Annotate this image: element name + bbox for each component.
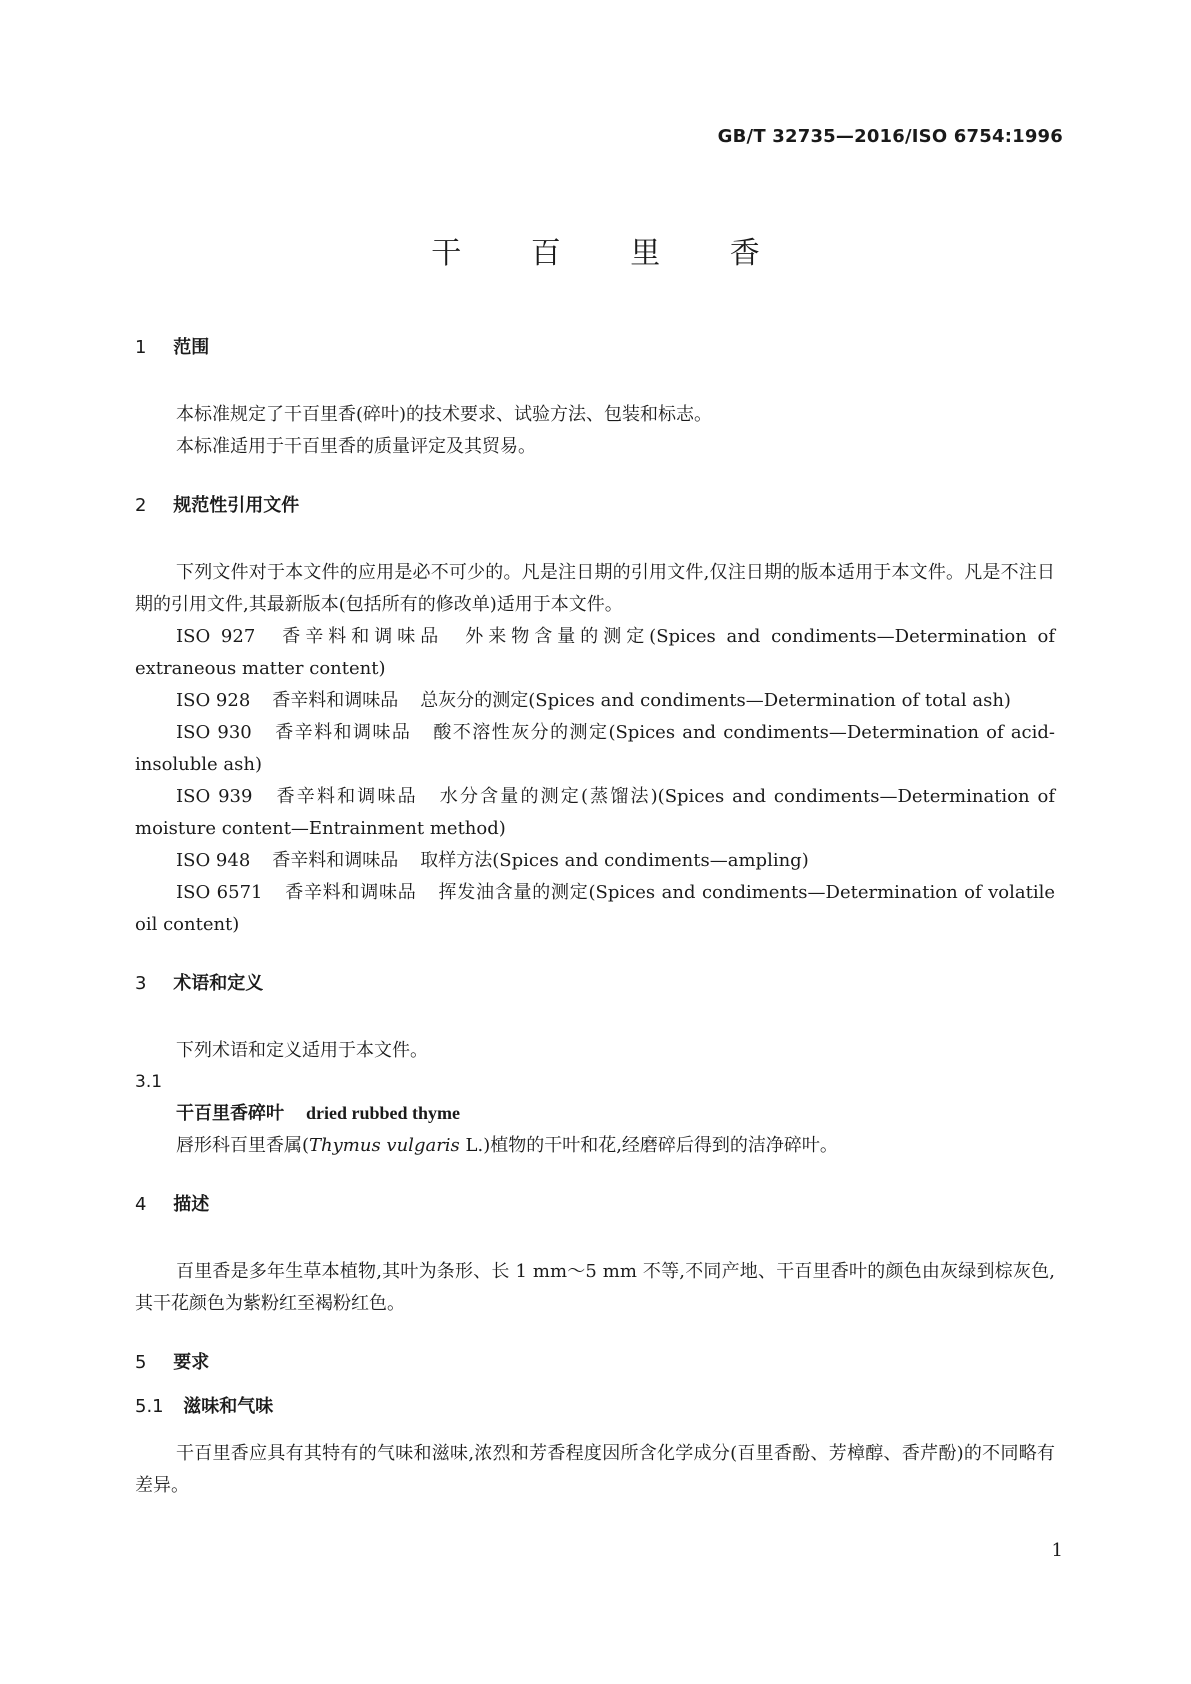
reference-text: 挥发油含量的测定(Spices and condiments—Determination of volatile oil content) (135, 882, 1055, 935)
definition-text: L.)植物的干叶和花,经磨碎后得到的洁净碎叶。 (459, 1135, 838, 1156)
section-1-heading (135, 335, 1055, 361)
paragraph: 本标准规定了干百里香(碎叶)的技术要求、试验方法、包装和标志。 (176, 404, 713, 425)
reference-item (135, 717, 1055, 781)
subsection-title: 滋味和气味 (183, 1396, 274, 1417)
document-title: 干 百 里 香 (431, 236, 790, 271)
paragraph: 干百里香应具有其特有的气味和滋味,浓烈和芳香程度因所含化学成分(百里香酚、芳樟醇、香芹酚)的不同略有差异。 (135, 1443, 1055, 1496)
term-heading (135, 1097, 1055, 1130)
section-2-heading (135, 493, 1055, 519)
paragraph: 本标准适用于干百里香的质量评定及其贸易。 (176, 436, 536, 457)
reference-text: 取样方法(Spices and condiments—ampling) (420, 850, 809, 871)
term-english: dried rubbed thyme (306, 1103, 461, 1123)
reference-code: ISO 939 (176, 786, 253, 807)
section-number: 5 (135, 1352, 147, 1373)
reference-text: 总灰分的测定(Spices and condiments—Determination of total ash) (420, 690, 1011, 711)
standard-code: GB/T 32735—2016/ISO 6754:1996 (717, 126, 1063, 147)
section-number: 3 (135, 973, 147, 994)
reference-category: 香辛料和调味品 (284, 882, 417, 903)
section-number: 4 (135, 1194, 147, 1215)
section-number: 2 (135, 495, 147, 516)
reference-category: 香辛料和调味品 (272, 850, 399, 871)
definition-text: 唇形科百里香属( (176, 1135, 310, 1156)
reference-code: ISO 927 (176, 626, 256, 647)
reference-category: 香辛料和调味品 (272, 690, 399, 711)
section-3-heading (135, 971, 1055, 997)
reference-category: 香辛料和调味品 (273, 722, 412, 743)
reference-code: ISO 928 (176, 690, 251, 711)
reference-item (135, 845, 1055, 877)
term-number: 3.1 (135, 1072, 163, 1092)
subsection-5-1-heading (135, 1394, 1055, 1420)
reference-item (135, 781, 1055, 845)
term-definition (135, 1130, 1055, 1162)
section-title: 术语和定义 (173, 973, 264, 994)
section-number: 1 (135, 337, 147, 358)
paragraph: 百里香是多年生草本植物,其叶为条形、长 1 mm～5 mm 不等,不同产地、干百里香叶的颜色由灰绿到棕灰色,其干花颜色为紫粉红至褐粉红色。 (135, 1261, 1055, 1314)
section-title: 描述 (173, 1194, 210, 1215)
section-title: 范围 (173, 337, 210, 358)
subsection-number: 5.1 (135, 1396, 164, 1417)
species-name: Thymus vulgaris (309, 1135, 460, 1156)
term-chinese: 干百里香碎叶 (176, 1103, 284, 1124)
reference-code: ISO 948 (176, 850, 251, 871)
page-number: 1 (1051, 1540, 1063, 1561)
reference-code: ISO 930 (176, 722, 252, 743)
reference-item (135, 621, 1055, 685)
section-4-heading (135, 1192, 1055, 1218)
reference-text: 酸不溶性灰分的测定(Spices and condiments—Determination of acid-insoluble ash) (135, 722, 1056, 775)
paragraph: 下列文件对于本文件的应用是必不可少的。凡是注日期的引用文件,仅注日期的版本适用于本文件。凡是不注日期的引用文件,其最新版本(包括所有的修改单)适用于本文件。 (135, 562, 1055, 615)
reference-code: ISO 6571 (176, 882, 263, 903)
reference-category: 香辛料和调味品 (274, 786, 418, 807)
reference-text: 外来物含量的测定(Spices and condiments—Determination of extraneous matter content) (135, 626, 1055, 679)
paragraph: 下列术语和定义适用于本文件。 (176, 1040, 428, 1061)
reference-item (135, 877, 1055, 941)
section-title: 规范性引用文件 (173, 495, 300, 516)
reference-item (135, 685, 1055, 717)
section-title: 要求 (173, 1352, 210, 1373)
section-5-heading (135, 1350, 1055, 1376)
reference-text: 水分含量的测定(蒸馏法)(Spices and condiments—Determination of moisture content—Entrainment method) (135, 786, 1056, 839)
reference-category: 香辛料和调味品 (277, 626, 444, 647)
document-body (135, 335, 1055, 1502)
